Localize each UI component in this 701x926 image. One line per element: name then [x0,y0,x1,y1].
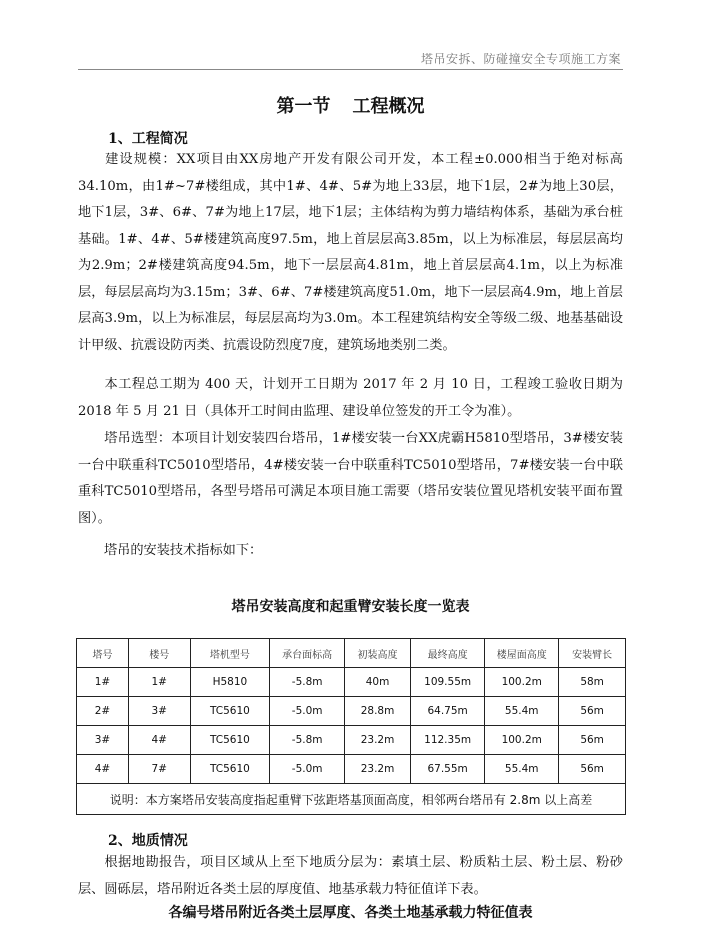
table-cell: 55.4m [485,755,559,784]
column-header: 最终高度 [411,639,485,668]
table-row [77,668,626,697]
table-cell: 1# [77,668,129,697]
column-header: 楼屋面高度 [485,639,559,668]
table-cell: 64.75m [411,697,485,726]
table-cell: 4# [128,726,190,755]
running-header: 塔吊安拆、防碰撞安全专项施工方案 [420,52,621,66]
paragraph-schedule: 本工程总工期为 400 天，计划开工日期为 2017 年 2 月 10 日，工程竣工验收日期为 2018 年 5 月 21 日（具体开工时间由监理、建设单位签发的开工令为准）。 [78,377,623,419]
heading-project-overview: 1、工程简况 [108,131,188,147]
table-cell: 23.2m [345,726,411,755]
table-cell: 3# [77,726,129,755]
table-cell: 28.8m [345,697,411,726]
table-cell: 58m [559,668,626,697]
table-cell: 100.2m [485,726,559,755]
table-cell: 109.55m [411,668,485,697]
table-cell: 4# [77,755,129,784]
paragraph-geology: 根据地勘报告，项目区域从上至下地质分层为：素填土层、粉质粘土层、粉土层、粉砂层、圆砾层，塔吊附近各类土层的厚度值、地基承载力特征值详下表。 [78,855,623,897]
table-row [77,697,626,726]
table-cell: TC5610 [190,755,270,784]
crane-table-caption: 塔吊安装高度和起重臂安装长度一览表 [231,599,470,615]
column-header: 初装高度 [345,639,411,668]
header-rule [78,69,623,70]
table-cell: TC5610 [190,726,270,755]
table-cell: -5.0m [270,697,345,726]
soil-table-caption: 各编号塔吊附近各类土层厚度、各类土地基承载力特征值表 [168,905,533,921]
table-cell: 56m [559,697,626,726]
table-cell: 112.35m [411,726,485,755]
table-cell: 100.2m [485,668,559,697]
column-header: 塔机型号 [190,639,270,668]
table-cell: -5.8m [270,726,345,755]
table-note: 说明：本方案塔吊安装高度指起重臂下弦距塔基顶面高度，相邻两台塔吊有 2.8m 以上高差 [77,784,626,815]
column-header: 楼号 [128,639,190,668]
column-header: 塔号 [77,639,129,668]
column-header: 承台面标高 [270,639,345,668]
table-cell: 3# [128,697,190,726]
table-cell: 40m [345,668,411,697]
table-row [77,755,626,784]
table-cell: 56m [559,726,626,755]
table-cell: -5.8m [270,668,345,697]
paragraph-crane-selection: 塔吊选型：本项目计划安装四台塔吊，1#楼安装一台XX虎霸H5810型塔吊，3#楼安装一台中联重科TC5010型塔吊，4#楼安装一台中联重科TC5010型塔吊，7#楼安装一台中联重科TC5010型塔吊，各型号塔吊可满足本项目施工需要（塔吊安装位置见塔机安装平面布置图）。 [78,431,623,526]
column-header: 安装臂长 [559,639,626,668]
table-cell: 2# [77,697,129,726]
paragraph-scale: 建设规模：XX项目由XX房地产开发有限公司开发，本工程±0.000相当于绝对标高34.10m，由1#~7#楼组成，其中1#、4#、5#为地上33层，地下1层，2#为地上30层，地下1层，3#、6#、7#为地上17层，地下1层；主体结构为剪力墙结构体系，基础为承台桩基础。1#、4#、5#楼建筑高度97.5m，地上首层层高3.85m，以上为标准层，每层层高均为2.9m；2#楼建筑高度94.5m，地下一层层高4.81m，地上首层层高4.1m，以上为标准层，每层层高均为3.15m；3#、6#、7#楼建筑高度51.0m，地下一层层高4.9m，地上首层层高3.9m，以上为标准层，每层层高均为3.0m。本工程建筑结构安全等级二级、地基基础设计甲级、抗震设防丙类、抗震设防烈度7度，建筑场地类别二类。 [78,152,623,353]
section-number: 第一节 [276,96,331,117]
table-cell: 1# [128,668,190,697]
table-cell: 7# [128,755,190,784]
heading-geology: 2、地质情况 [108,833,188,849]
table-cell: 23.2m [345,755,411,784]
crane-table [76,638,626,815]
section-title [0,92,701,118]
section-name: 工程概况 [352,96,425,117]
table-cell: 56m [559,755,626,784]
paragraph-crane-indicators: 塔吊的安装技术指标如下： [104,543,263,558]
table-header-row [77,639,626,668]
table-cell: 55.4m [485,697,559,726]
table-cell: 67.55m [411,755,485,784]
table-note-row [77,784,626,815]
table-cell: H5810 [190,668,270,697]
table-row [77,726,626,755]
table-cell: -5.0m [270,755,345,784]
table-cell: TC5610 [190,697,270,726]
